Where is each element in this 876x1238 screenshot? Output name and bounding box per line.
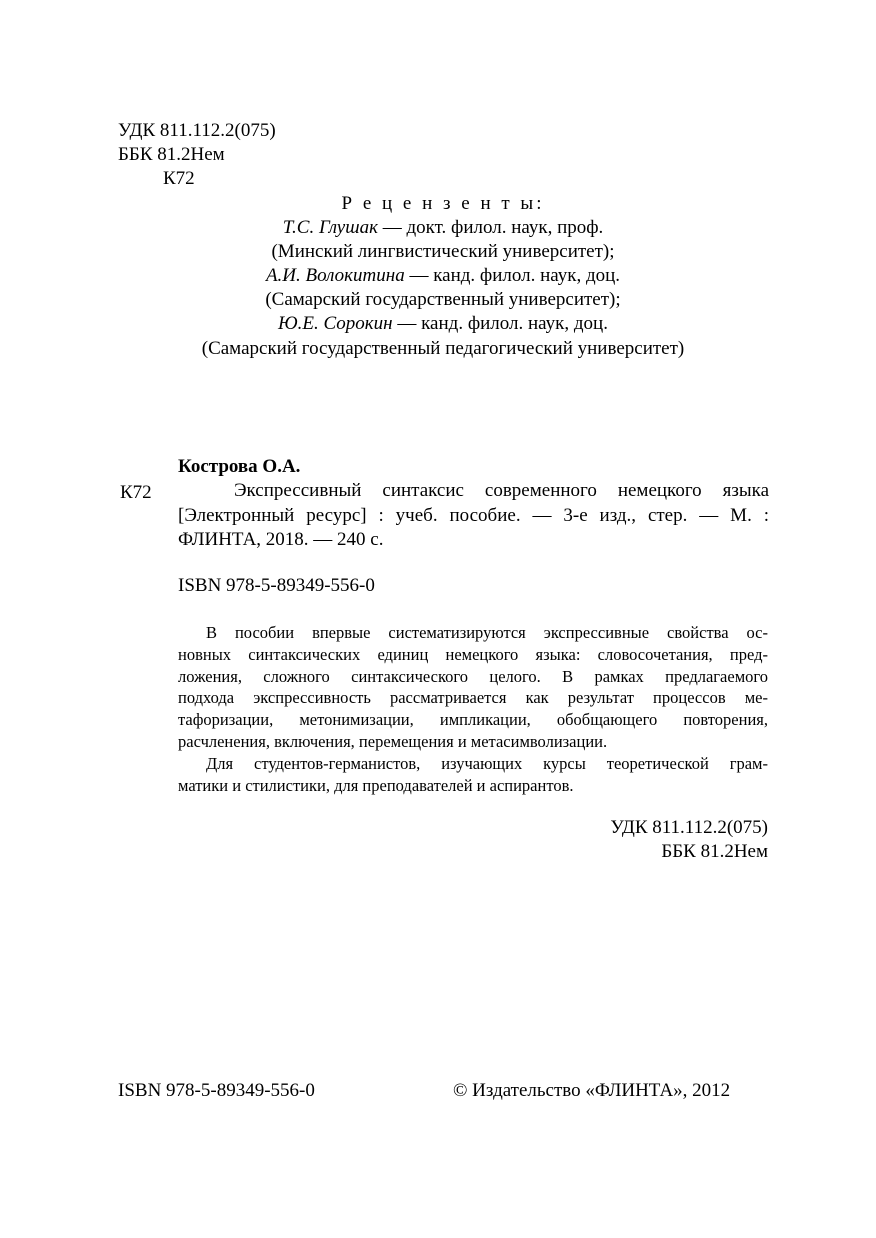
abstract-paragraph-2 (178, 753, 768, 797)
bib-line-2: [Электронный ресурс] : учеб. пособие. — 3-е изд., стер. — М. : (178, 504, 769, 526)
abstract-line: расчленения, включения, перемещения и метасимволизации. (178, 731, 608, 751)
bib-isbn: ISBN 978-5-89349-556-0 (178, 575, 375, 596)
abstract-line: тафоризации, метонимизации, импликации, обобщающего повторения, (178, 710, 768, 730)
author-mark: К72 (163, 168, 195, 189)
abstract (178, 622, 768, 796)
reviewer-1-title: — докт. филол. наук, проф. (377, 217, 604, 238)
abstract-line: новных синтаксических единиц немецкого языка: словосочетания, пред- (178, 644, 768, 664)
reviewer-1-name: Т.С. Глушак (282, 217, 378, 238)
abstract-line: В пособии впервые систематизируются экспрессивные свойства ос- (206, 623, 768, 642)
bbk-code: ББК 81.2Нем (118, 144, 225, 165)
reviewer-1-affiliation: (Минский лингвистический университет); (271, 241, 615, 262)
reviewer-3 (0, 312, 876, 336)
abstract-line: матики и стилистики, для преподавателей и аспирантов. (178, 775, 574, 795)
udk-code: УДК 811.112.2(075) (118, 120, 276, 141)
footer-copyright: © Издательство «ФЛИНТА», 2012 (453, 1080, 731, 1101)
bib-line-1: Экспрессивный синтаксис современного немецкого языка (234, 480, 769, 501)
footer-isbn: ISBN 978-5-89349-556-0 (118, 1080, 315, 1101)
abstract-line: ложения, сложного синтаксического целого. В рамках предлагаемого (178, 666, 768, 686)
reviewers-heading: Р е ц е н з е н т ы: (341, 193, 545, 214)
abstract-line: Для студентов-германистов, изучающих курсы теоретической грам- (206, 753, 768, 773)
book-author: Кострова О.А. (178, 456, 301, 477)
classification-udk: УДК 811.112.2(075) (610, 817, 768, 838)
classification-bbk: ББК 81.2Нем (661, 841, 768, 862)
reviewer-2 (0, 264, 876, 288)
bib-code: К72 (120, 482, 152, 503)
reviewer-3-title: — канд. филол. наук, доц. (392, 313, 608, 334)
reviewer-2-name: А.И. Волокитина (265, 265, 405, 286)
bib-description (178, 479, 769, 553)
reviewer-2-title: — канд. филол. наук, доц. (404, 265, 621, 286)
abstract-paragraph-1 (178, 622, 768, 753)
bib-line-3: ФЛИНТА, 2018. — 240 с. (178, 529, 384, 550)
abstract-line: подхода экспрессивность рассматривается как результат процессов ме- (178, 688, 768, 708)
reviewer-2-affiliation: (Самарский государственный университет); (265, 289, 621, 310)
reviewer-3-name: Ю.Е. Сорокин (278, 313, 393, 334)
reviewer-1 (0, 216, 876, 240)
reviewer-3-affiliation: (Самарский государственный педагогический университет) (201, 338, 685, 359)
